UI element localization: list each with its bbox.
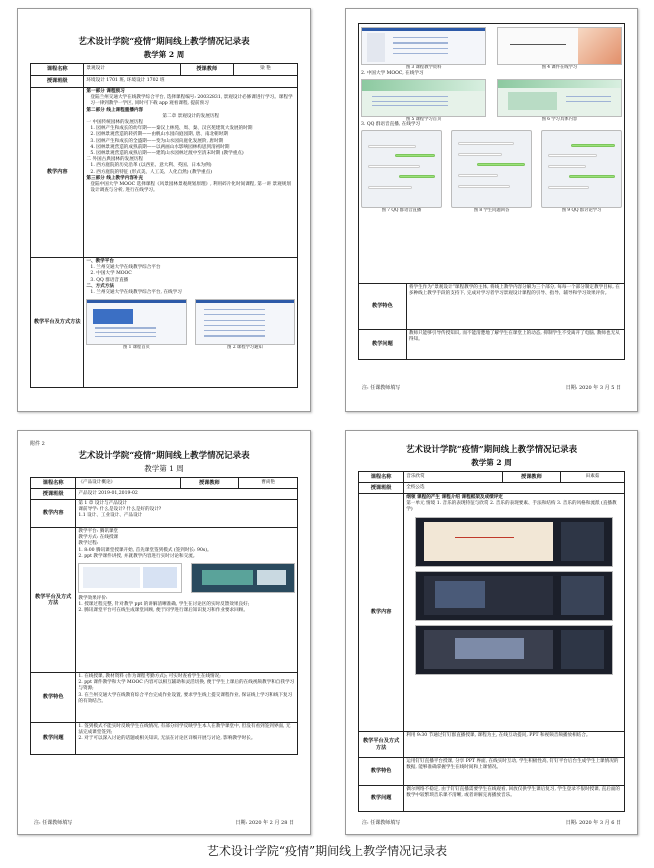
figure-caption: 图 6 学习具体内容	[541, 116, 578, 122]
method-line: 一、教学平台	[86, 259, 114, 264]
feature-text: 运用钉钉直播平台授课, 分享 PPT 界面, 在线实时互动, 学生积极性高, 钉钉平台后台生成学生上课情况的数据, 能够准确掌握学生在线时间和上课情况。	[404, 758, 625, 786]
feature-label: 教学特色	[359, 758, 404, 786]
course-label: 课程名称	[31, 64, 84, 76]
record-date: 日期: 2020 年 3 月 6 日	[565, 820, 621, 826]
teacher-label: 授课教师	[180, 64, 233, 76]
method-line: 3. QQ 群语音直播	[90, 277, 129, 283]
record-table	[358, 471, 625, 812]
content-cell	[404, 494, 625, 732]
annex-label: 附件 2	[30, 441, 45, 447]
content-line: 2. 园林景观营造的转折期——由帆山水园向庭园期, 唐、南北朝时期	[90, 132, 228, 138]
content-line: 第二章 景观设计的发展历程	[162, 113, 219, 119]
problem-text: 教师只能够引导传授知识, 而不能清楚地了解学生在课堂上的动态, 抑制学生不受离开了电脑, 教师也无从得知。	[406, 330, 624, 360]
teacher-label: 授课教师	[502, 472, 561, 483]
content-line: 1. 园林产生和成长的幼年期——秦汉上林苑、周、秦、汉宫苑建筑大发展的时期	[90, 126, 253, 132]
dingtalk-live-screenshot-3	[415, 625, 614, 675]
class-value: 全校公选	[404, 483, 625, 494]
course-value: 音乐欣赏	[404, 472, 502, 483]
course-notice-screenshot	[195, 299, 295, 345]
content-line: 第三部分 线上教学内容补充	[86, 175, 144, 181]
qq-live-screenshot	[361, 130, 442, 208]
problem-label: 教学问题	[359, 786, 404, 812]
problem-label: 教学问题	[31, 723, 76, 755]
course-value: 景观设计	[84, 64, 180, 76]
content-line: 5. 园林景观营造的成熟后期——建筑山水园林过渡中至清末时期 (教学重点)	[90, 151, 244, 157]
sheet-title: 艺术设计学院“疫情”期间线上教学情况记录表	[405, 445, 578, 455]
mooc-content-screenshot	[497, 79, 622, 117]
method-line: 2. 中国大学 MOOC	[90, 271, 132, 277]
method-line: 2. ppt 教学课件讲授, 并就教学内容进行实时讨论和交流。	[78, 553, 198, 559]
content-label: 教学内容	[359, 494, 404, 732]
content-line: 登陆兰州交通大学在线教学综合平台, 选择课程编号: 20032831, 景观设计必修课进行学习。课程学习一律到教学一学区, 同时可下载 app 观看课程, 提前预习	[90, 95, 293, 107]
content-line: 2. 西方庭院的特征 (形式美、人工美、人化自然) (教学重点)	[90, 169, 212, 175]
content-label: 教学内容	[31, 88, 84, 258]
figure-caption: 图 9 QQ 群讨论学习	[561, 208, 602, 214]
feature-line: 2. ppt 课件教学和大学 MOOC 内容可以相互辅助和灵活切换, 便于学生上课后的在线视频教学和自我学习与资源;	[78, 680, 295, 692]
feature-label: 教学特色	[31, 673, 76, 723]
figure-caption: 图 1 课程首页	[122, 345, 150, 351]
figure-main-caption: 艺术设计学院“疫情”期间线上教学情况记录表	[206, 844, 448, 858]
method-cell	[76, 528, 298, 673]
feature-label: 教学特色	[359, 284, 407, 330]
qq-discussion-screenshot	[541, 130, 622, 208]
content-cell	[84, 88, 298, 258]
problem-label: 教学问题	[359, 330, 407, 360]
method-line: 教学平台: 腾讯课堂	[78, 529, 119, 534]
problem-cell	[76, 723, 298, 755]
course-homepage-screenshot	[86, 299, 186, 345]
teacher-value: 梁 艳	[233, 64, 297, 76]
sheet-title: 艺术设计学院“疫情”期间线上教学情况记录表	[78, 451, 250, 461]
courseware-screenshot	[497, 27, 622, 65]
content-line: 4. 园林景观营造的成熟前期——以两画山水影响园林构思到清初时期	[90, 144, 230, 150]
record-sheet-landscape-design	[17, 8, 311, 412]
tencent-class-screenshot-2	[191, 563, 295, 593]
method-line: 1. 兰州交通大学在线教学综合平台	[90, 265, 161, 271]
figure-caption: 图 3 课程教学资料	[405, 65, 442, 70]
class-label: 授课班级	[359, 483, 404, 494]
teacher-value: 田素茹	[561, 472, 625, 483]
content-line: 二 外国古典园林的发展历程	[86, 157, 143, 163]
sheet-week: 教学第 2 周	[471, 458, 512, 467]
record-sheet-landscape-design-continued	[345, 8, 638, 412]
mooc-homepage-screenshot	[361, 79, 486, 117]
course-value: 《产品设计概论》	[76, 478, 180, 489]
course-label: 课程名称	[359, 472, 404, 483]
filler-note: 注: 任课教师填写	[362, 820, 401, 826]
content-line: 一 中国传统园林的发展历程	[86, 120, 143, 126]
teaching-materials-screenshot	[361, 27, 486, 65]
student-answers-screenshot	[451, 130, 532, 208]
content-line: 1.1 设计、工业设计、产品设计	[78, 513, 143, 519]
feature-line: 1. 在线授课, 教材资料 (作为课程考勤方式); 可实时查看学生在线情况;	[78, 674, 221, 679]
teacher-value: 曹尚艳	[239, 478, 298, 489]
content-line: 第一单元 情境 1. 音乐的表现特征与欣赏 2. 音乐的表现要素、手法和结构 3. 音乐的风格和流派 (直播教学)	[406, 501, 617, 513]
content-line: 课前导学: 什么是设计? 什么是好的设计?	[78, 507, 162, 513]
content-line: 第 1 章 设计与产品设计	[78, 501, 128, 506]
method-label: 教学平台及方式方法	[31, 258, 84, 388]
course-label: 课程名称	[31, 478, 76, 489]
class-value: 产品设计 2019-01,2019-02	[76, 489, 298, 500]
feature-cell	[76, 673, 298, 723]
dingtalk-live-screenshot-1	[415, 517, 614, 567]
record-table	[30, 477, 298, 755]
record-sheet-product-design	[17, 430, 311, 835]
evaluation-line: 1. 授课过程完整, 针对教学 ppt 的讲解清晰准确, 学生在讨论区的实时反馈效果良好;	[78, 602, 250, 608]
figure-caption: 图 5 课程学习首页	[405, 116, 442, 122]
item-qq: 3. QQ 群语音直播, 在线学习	[361, 122, 421, 128]
teacher-label: 授课教师	[180, 478, 239, 489]
content-line: 登陆中国大学 MOOC 选择课程《风景园林景观规划原理》, 利用碎片化时间课程, 第一讲 景观规划设计调查与分析, 进行在线学习。	[90, 182, 291, 194]
filler-note: 注: 任课教师填写	[34, 820, 73, 826]
evaluation-line: 教学效果评价:	[78, 596, 108, 602]
method-line: 1. 兰州交通大学在线教学综合平台, 在线学习	[90, 290, 182, 296]
figure-caption: 图 2 课程学习通知	[227, 345, 263, 351]
method-line: 1. 8:00 腾讯课堂授课开始, 首先课堂签到模式 (签到时长: 90s)。	[78, 547, 212, 553]
class-value: 环境设计 1701 班, 环境设计 1702 班	[84, 76, 298, 88]
method-line: 教学方式: 在线授课	[78, 535, 119, 541]
problem-text: 偶尔网络不稳定, 由于钉钉直播需要学生在线观看, 回放仅供学生课后复习, 学生登录不很时授课, 直后面的数学中较繁琐音乐课不清晰, 或者讲解完再播放音乐。	[404, 786, 625, 812]
method-label: 教学平台及方式方法	[31, 528, 76, 673]
figure-caption: 图 4 课件在线学习	[541, 65, 578, 70]
record-date: 日期: 2020 年 3 月 5 日	[565, 385, 621, 391]
evaluation-line: 2. 腾讯课堂平台可在线生成课堂回顾, 便于同学进行课后知识复习和作业要求回顾。	[78, 608, 248, 614]
content-line: 纲领 课程的产生 课程介绍 课程框架及成绩评定	[406, 495, 503, 500]
method-cell	[84, 258, 298, 388]
sheet-week: 教学第 2 周	[143, 50, 185, 59]
content-line: 1. 西方庭院的历史沿革 (以西亚、意大利、英国、日本为例)	[90, 163, 212, 169]
record-table	[358, 23, 625, 360]
feature-text: 将学生作为“景观设计”课程教学的主体, 将线上教学内容分解为三个部分, 每每一个部分制定教学目标, 在多种线上教学手段的支持下, 完成对学习者学习景观设计课程的引导、指导、辅导和学习效果评价。	[406, 284, 624, 330]
method-text: 利用 9:30 节通过钉钉群直播授课, 课程为主, 在线互动提问, PPT 和视频音频播放相结合。	[404, 732, 625, 758]
figure-caption: 图 8 学生问题回答	[473, 208, 510, 214]
dingtalk-live-screenshot-2	[415, 571, 614, 621]
problem-line: 1. 签到模式不能实时反映学生在线情况, 有部分同学反映学生本人在教学课堂中, 但没有看到签到界面, 无法完成课堂签到;	[78, 724, 291, 736]
feature-line: 3. 在兰州交通大学在线教育综合平台完成作业设置, 要求学生线上提交课程作业, 保证线上学习和线下复习的有效结合。	[78, 692, 293, 704]
filler-note: 注: 任课教师填写	[362, 385, 401, 391]
problem-line: 2. 对于可以深入讨论的话题或相关知识, 无法在讨论区详细开展与讨论, 影响教学时长。	[78, 736, 256, 742]
method-line: 二、方式方法	[86, 283, 114, 289]
content-line: 3. 园林产生和成长的全盛期——变为山水园向庭化发展阶, 唐时期	[90, 138, 224, 144]
sheet-week: 教学第 1 周	[144, 464, 184, 473]
figure-caption: 图 7 QQ 群语音直播	[381, 208, 422, 214]
method-label: 教学平台及方式方法	[359, 732, 404, 758]
content-cell	[76, 500, 298, 528]
content-label: 教学内容	[31, 500, 76, 528]
record-date: 日期: 2020 年 2 月 28 日	[235, 820, 294, 826]
content-line: 第一部分 课程预习	[86, 89, 125, 94]
item-mooc: 2. 中国大学 MOOC, 在线学习	[361, 70, 424, 76]
tencent-class-screenshot-1	[78, 563, 182, 593]
class-label: 授课班级	[31, 76, 84, 88]
sheet-title: 艺术设计学院“疫情”期间线上教学情况记录表	[78, 37, 250, 47]
content-line: 第二部分 线上课程重播内容	[86, 107, 144, 113]
screenshot-cell	[359, 24, 625, 284]
record-sheet-music-appreciation	[345, 430, 638, 835]
record-table	[30, 63, 298, 388]
class-label: 授课班级	[31, 489, 76, 500]
method-line: 教学过程:	[78, 541, 99, 547]
